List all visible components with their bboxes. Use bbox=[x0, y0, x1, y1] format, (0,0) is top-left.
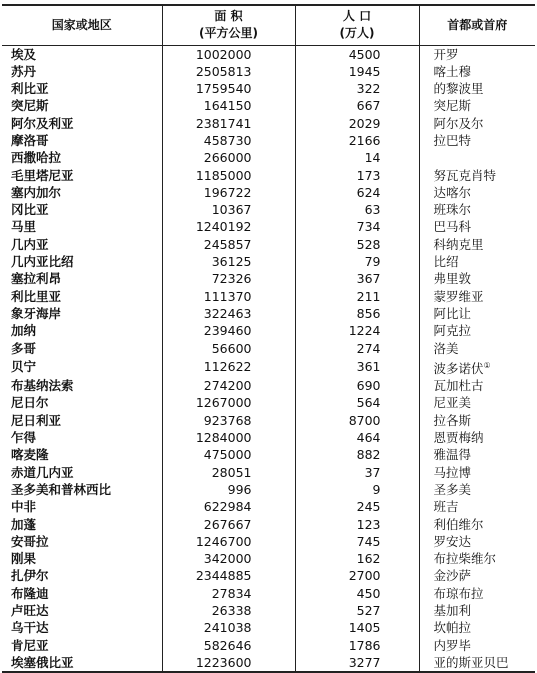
table-row bbox=[2, 253, 535, 270]
population-cell: 2166 bbox=[295, 132, 419, 149]
population-cell: 734 bbox=[295, 218, 419, 235]
capital-cell: 科纳克里 bbox=[419, 236, 535, 253]
population-cell: 882 bbox=[295, 446, 419, 463]
area-cell: 458730 bbox=[162, 132, 295, 149]
population-cell: 745 bbox=[295, 533, 419, 550]
population-cell: 123 bbox=[295, 516, 419, 533]
table-row bbox=[2, 550, 535, 567]
capital-cell: 波多诺伏① bbox=[419, 357, 535, 377]
area-cell: 322463 bbox=[162, 305, 295, 322]
area-cell: 56600 bbox=[162, 340, 295, 357]
area-cell: 111370 bbox=[162, 288, 295, 305]
country-name-cell: 几内亚 bbox=[11, 236, 49, 252]
country-name-cell: 肯尼亚 bbox=[11, 637, 49, 653]
table-body bbox=[2, 45, 535, 672]
country-name-cell: 布基纳法索 bbox=[11, 378, 74, 394]
population-cell: 624 bbox=[295, 184, 419, 201]
area-cell: 241038 bbox=[162, 619, 295, 636]
table-row bbox=[2, 218, 535, 235]
capital-cell: 布琼布拉 bbox=[419, 585, 535, 602]
table-row bbox=[2, 270, 535, 287]
population-cell: 4500 bbox=[295, 45, 419, 63]
capital-cell: 开罗 bbox=[419, 45, 535, 63]
area-cell: 274200 bbox=[162, 377, 295, 394]
population-cell: 690 bbox=[295, 377, 419, 394]
table-row bbox=[2, 481, 535, 498]
population-cell: 162 bbox=[295, 550, 419, 567]
capital-cell: 雅温得 bbox=[419, 446, 535, 463]
population-cell: 245 bbox=[295, 498, 419, 515]
country-name-cell: 冈比亚 bbox=[11, 202, 49, 218]
country-name-cell: 布隆迪 bbox=[11, 585, 49, 601]
area-cell: 1284000 bbox=[162, 429, 295, 446]
area-cell: 1185000 bbox=[162, 167, 295, 184]
population-cell: 667 bbox=[295, 97, 419, 114]
area-cell: 245857 bbox=[162, 236, 295, 253]
capital-cell: 达喀尔 bbox=[419, 184, 535, 201]
table-row bbox=[2, 80, 535, 97]
country-name-cell: 中非 bbox=[11, 499, 37, 515]
table-row bbox=[2, 446, 535, 463]
table-row bbox=[2, 429, 535, 446]
area-cell: 1267000 bbox=[162, 394, 295, 411]
population-cell: 14 bbox=[295, 149, 419, 166]
population-cell: 2029 bbox=[295, 115, 419, 132]
area-cell: 27834 bbox=[162, 585, 295, 602]
table-row bbox=[2, 322, 535, 339]
country-name-cell: 乌干达 bbox=[11, 620, 49, 636]
table-row bbox=[2, 464, 535, 481]
area-cell: 28051 bbox=[162, 464, 295, 481]
capital-cell: 的黎波里 bbox=[419, 80, 535, 97]
country-name-cell: 几内亚比绍 bbox=[11, 254, 74, 270]
capital-cell: 突尼斯 bbox=[419, 97, 535, 114]
area-cell: 1223600 bbox=[162, 654, 295, 672]
country-name-cell: 贝宁 bbox=[11, 359, 37, 375]
table-row bbox=[2, 516, 535, 533]
table-row bbox=[2, 637, 535, 654]
country-name-cell: 加纳 bbox=[11, 323, 37, 339]
capital-cell: 圣多美 bbox=[419, 481, 535, 498]
country-name-cell: 多哥 bbox=[11, 340, 37, 356]
capital-cell: 金沙萨 bbox=[419, 567, 535, 584]
country-name-cell: 圣多美和普林西比 bbox=[11, 481, 112, 497]
table-row bbox=[2, 115, 535, 132]
table-row bbox=[2, 63, 535, 80]
country-name-cell: 阿尔及利亚 bbox=[11, 115, 74, 131]
area-cell: 10367 bbox=[162, 201, 295, 218]
capital-cell: 努瓦克肖特 bbox=[419, 167, 535, 184]
population-cell: 211 bbox=[295, 288, 419, 305]
header-country: 国家或地区 bbox=[2, 5, 162, 45]
capital-cell: 阿尔及尔 bbox=[419, 115, 535, 132]
area-cell: 72326 bbox=[162, 270, 295, 287]
table-row bbox=[2, 654, 535, 672]
area-cell: 1002000 bbox=[162, 45, 295, 63]
country-name-cell: 马里 bbox=[11, 219, 37, 235]
area-cell: 267667 bbox=[162, 516, 295, 533]
area-cell: 622984 bbox=[162, 498, 295, 515]
population-cell: 274 bbox=[295, 340, 419, 357]
population-cell: 856 bbox=[295, 305, 419, 322]
capital-cell: 瓦加杜古 bbox=[419, 377, 535, 394]
area-cell: 2381741 bbox=[162, 115, 295, 132]
capital-cell: 阿克拉 bbox=[419, 322, 535, 339]
table-row bbox=[2, 184, 535, 201]
table-row bbox=[2, 340, 535, 357]
capital-cell: 喀土穆 bbox=[419, 63, 535, 80]
table-row bbox=[2, 149, 535, 166]
header-population bbox=[295, 5, 419, 45]
capital-cell bbox=[419, 149, 535, 166]
population-cell: 1786 bbox=[295, 637, 419, 654]
table-row bbox=[2, 305, 535, 322]
capital-cell: 基加利 bbox=[419, 602, 535, 619]
country-table bbox=[2, 4, 535, 673]
capital-cell: 巴马科 bbox=[419, 218, 535, 235]
area-cell: 1240192 bbox=[162, 218, 295, 235]
area-cell: 2344885 bbox=[162, 567, 295, 584]
table-row bbox=[2, 602, 535, 619]
area-cell: 1246700 bbox=[162, 533, 295, 550]
capital-cell: 尼亚美 bbox=[419, 394, 535, 411]
header-row bbox=[2, 5, 535, 45]
header-area-unit: (平方公里) bbox=[199, 26, 258, 41]
capital-cell: 拉各斯 bbox=[419, 412, 535, 429]
capital-cell: 利伯维尔 bbox=[419, 516, 535, 533]
area-cell: 112622 bbox=[162, 357, 295, 377]
country-name-cell: 西撒哈拉 bbox=[11, 150, 62, 166]
footnote-marker: ① bbox=[483, 360, 491, 370]
country-name-cell: 毛里塔尼亚 bbox=[11, 167, 74, 183]
population-cell: 8700 bbox=[295, 412, 419, 429]
table-row bbox=[2, 201, 535, 218]
table-row bbox=[2, 394, 535, 411]
country-name-cell: 象牙海岸 bbox=[11, 305, 62, 321]
country-name-cell: 利比亚 bbox=[11, 81, 49, 97]
population-cell: 464 bbox=[295, 429, 419, 446]
capital-cell: 班珠尔 bbox=[419, 201, 535, 218]
table-row bbox=[2, 585, 535, 602]
table-row bbox=[2, 498, 535, 515]
population-cell: 1224 bbox=[295, 322, 419, 339]
population-cell: 527 bbox=[295, 602, 419, 619]
country-name-cell: 扎伊尔 bbox=[11, 568, 49, 584]
area-cell: 196722 bbox=[162, 184, 295, 201]
capital-cell: 弗里敦 bbox=[419, 270, 535, 287]
country-name-cell: 安哥拉 bbox=[11, 533, 49, 549]
population-cell: 9 bbox=[295, 481, 419, 498]
population-cell: 63 bbox=[295, 201, 419, 218]
table-row bbox=[2, 288, 535, 305]
population-cell: 1405 bbox=[295, 619, 419, 636]
area-cell: 996 bbox=[162, 481, 295, 498]
population-cell: 2700 bbox=[295, 567, 419, 584]
area-cell: 582646 bbox=[162, 637, 295, 654]
country-name-cell: 塞拉利昂 bbox=[11, 271, 62, 287]
area-cell: 475000 bbox=[162, 446, 295, 463]
area-cell: 342000 bbox=[162, 550, 295, 567]
country-name-cell: 摩洛哥 bbox=[11, 132, 49, 148]
area-cell: 164150 bbox=[162, 97, 295, 114]
population-cell: 564 bbox=[295, 394, 419, 411]
population-cell: 1945 bbox=[295, 63, 419, 80]
capital-cell: 布拉柴维尔 bbox=[419, 550, 535, 567]
table-row bbox=[2, 567, 535, 584]
table-row bbox=[2, 167, 535, 184]
area-cell: 266000 bbox=[162, 149, 295, 166]
population-cell: 322 bbox=[295, 80, 419, 97]
population-cell: 450 bbox=[295, 585, 419, 602]
country-name-cell: 埃塞俄比亚 bbox=[2, 654, 162, 672]
country-name-cell: 赤道几内亚 bbox=[11, 464, 74, 480]
country-name-cell: 利比里亚 bbox=[11, 288, 62, 304]
population-cell: 3277 bbox=[295, 654, 419, 672]
population-cell: 173 bbox=[295, 167, 419, 184]
country-name-cell: 苏丹 bbox=[11, 63, 37, 79]
area-cell: 36125 bbox=[162, 253, 295, 270]
table-row bbox=[2, 533, 535, 550]
table-row bbox=[2, 377, 535, 394]
header-population-unit: (万人) bbox=[339, 26, 375, 41]
capital-cell: 罗安达 bbox=[419, 533, 535, 550]
table-row bbox=[2, 412, 535, 429]
capital-cell: 亚的斯亚贝巴 bbox=[419, 654, 535, 672]
capital-cell: 内罗毕 bbox=[419, 637, 535, 654]
capital-cell: 坎帕拉 bbox=[419, 619, 535, 636]
capital-cell: 拉巴特 bbox=[419, 132, 535, 149]
table-row bbox=[2, 357, 535, 377]
area-cell: 239460 bbox=[162, 322, 295, 339]
area-cell: 1759540 bbox=[162, 80, 295, 97]
country-name-cell: 刚果 bbox=[11, 551, 37, 567]
country-name-cell: 尼日利亚 bbox=[11, 412, 62, 428]
table-row bbox=[2, 132, 535, 149]
header-area bbox=[162, 5, 295, 45]
area-cell: 2505813 bbox=[162, 63, 295, 80]
country-name-cell: 卢旺达 bbox=[11, 603, 49, 618]
table-row bbox=[2, 236, 535, 253]
header-area-title: 面 积 bbox=[214, 9, 243, 24]
capital-cell: 比绍 bbox=[419, 253, 535, 270]
capital-cell: 班吉 bbox=[419, 498, 535, 515]
country-name-cell: 乍得 bbox=[11, 430, 37, 446]
population-cell: 367 bbox=[295, 270, 419, 287]
country-name-cell: 加蓬 bbox=[11, 516, 37, 532]
capital-cell: 蒙罗维亚 bbox=[419, 288, 535, 305]
population-cell: 361 bbox=[295, 357, 419, 377]
area-cell: 923768 bbox=[162, 412, 295, 429]
country-name-cell: 塞内加尔 bbox=[11, 184, 62, 200]
country-name-cell: 埃及 bbox=[11, 46, 37, 62]
country-name-cell: 尼日尔 bbox=[11, 395, 49, 411]
population-cell: 528 bbox=[295, 236, 419, 253]
area-cell: 26338 bbox=[162, 602, 295, 619]
table-row bbox=[2, 97, 535, 114]
population-cell: 79 bbox=[295, 253, 419, 270]
population-cell: 37 bbox=[295, 464, 419, 481]
table-row bbox=[2, 619, 535, 636]
capital-cell: 恩贾梅纳 bbox=[419, 429, 535, 446]
table-row bbox=[2, 45, 535, 63]
country-name-cell: 喀麦隆 bbox=[11, 447, 49, 463]
country-name-cell: 突尼斯 bbox=[11, 98, 49, 114]
header-population-title: 人 口 bbox=[342, 9, 372, 24]
header-capital: 首都或首府 bbox=[419, 5, 535, 45]
capital-cell: 洛美 bbox=[419, 340, 535, 357]
capital-cell: 马拉博 bbox=[419, 464, 535, 481]
capital-cell: 阿比让 bbox=[419, 305, 535, 322]
